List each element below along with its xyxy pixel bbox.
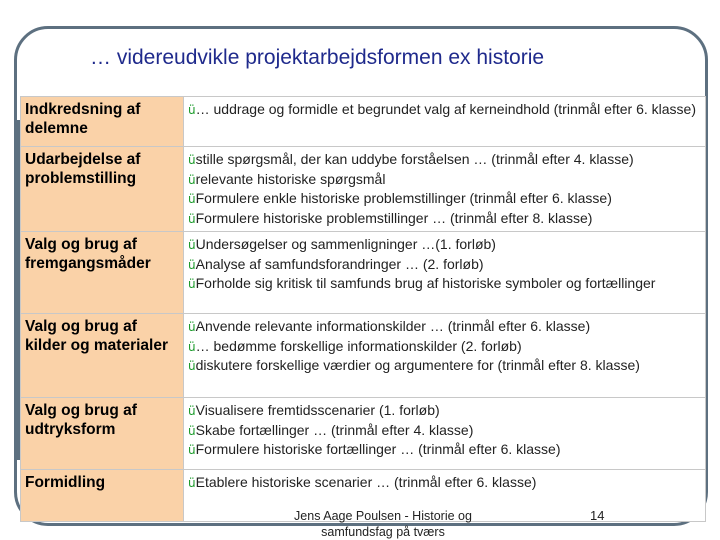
list-item <box>188 440 701 460</box>
row-label: Valg og brug af udtryksform <box>21 398 184 470</box>
list-item <box>188 209 701 229</box>
table-row <box>21 314 706 398</box>
list-item <box>188 150 701 170</box>
checkmark-icon: ü <box>188 238 196 252</box>
list-item-text: relevante historiske spørgsmål <box>195 170 386 187</box>
table-row <box>21 232 706 314</box>
checkmark-icon: ü <box>188 443 196 457</box>
list-item <box>188 401 701 421</box>
table-row <box>21 147 706 232</box>
row-content <box>184 398 706 470</box>
checkmark-icon: ü <box>188 192 196 206</box>
list-item-text: Skabe fortællinger … (trinmål efter 4. klasse) <box>195 421 474 438</box>
list-item-text: Undersøgelser og sammenligninger …(1. forløb) <box>195 236 496 252</box>
row-label: Valg og brug af fremgangsmåder <box>21 232 184 314</box>
row-label: Valg og brug af kilder og materialer <box>21 314 184 398</box>
checkmark-icon: ü <box>188 257 196 272</box>
list-item-text: diskutere forskellige værdier og argumentere for (trinmål efter 8. klasse) <box>195 357 640 373</box>
list-item-text: stille spørgsmål, der kan uddybe forståelsen … (trinmål efter 4. klasse) <box>195 151 634 167</box>
checkmark-icon: ü <box>188 153 196 167</box>
page-number: 14 <box>590 508 605 523</box>
footer-text: Jens Aage Poulsen - Historie og samfundsfag på tværs <box>294 509 472 539</box>
slide-title: … videreudvikle projektarbejdsformen ex historie <box>90 46 545 69</box>
content-table <box>20 96 706 522</box>
checkmark-icon: ü <box>188 404 196 418</box>
checkmark-icon: ü <box>188 172 196 187</box>
list-item-text: … bedømme forskellige informationskilder (2. forløb) <box>195 337 522 354</box>
table-row <box>21 398 706 470</box>
list-item <box>188 473 701 493</box>
row-content <box>184 314 706 398</box>
row-content <box>184 232 706 314</box>
list-item <box>188 337 701 357</box>
list-item <box>188 317 701 337</box>
row-content <box>184 97 706 147</box>
row-label: Formidling <box>21 470 184 522</box>
checkmark-icon: ü <box>188 277 196 291</box>
list-item-text: Formulere enkle historiske problemstillinger (trinmål efter 6. klasse) <box>195 190 612 206</box>
checkmark-icon: ü <box>188 103 196 117</box>
list-item-text: Formulere historiske problemstillinger … (trinmål efter 8. klasse) <box>195 209 593 226</box>
checkmark-icon: ü <box>188 320 196 334</box>
checkmark-icon: ü <box>188 423 196 438</box>
list-item-text: Forholde sig kritisk til samfunds brug af historiske symboler og fortællinger <box>195 275 656 291</box>
list-item-text: … uddrage og formidle et begrundet valg af kerneindhold (trinmål efter 6. klasse) <box>195 101 696 117</box>
list-item-text: Visualisere fremtidsscenarier (1. forløb) <box>195 402 440 418</box>
list-item-text: Etablere historiske scenarier … (trinmål efter 6. klasse) <box>195 474 537 490</box>
list-item <box>188 235 701 255</box>
row-label: Indkredsning af delemne <box>21 97 184 147</box>
row-label: Udarbejdelse af problemstilling <box>21 147 184 232</box>
checkmark-icon: ü <box>188 476 196 490</box>
checkmark-icon: ü <box>188 211 196 226</box>
list-item <box>188 356 701 376</box>
table-row <box>21 97 706 147</box>
list-item-text: Analyse af samfundsforandringer … (2. forløb) <box>195 255 484 272</box>
list-item <box>188 421 701 441</box>
list-item-text: Formulere historiske fortællinger … (trinmål efter 6. klasse) <box>195 441 561 457</box>
list-item <box>188 255 701 275</box>
list-item <box>188 274 701 294</box>
checkmark-icon: ü <box>188 339 196 354</box>
list-item <box>188 170 701 190</box>
list-item <box>188 189 701 209</box>
row-content <box>184 147 706 232</box>
checkmark-icon: ü <box>188 359 196 373</box>
list-item <box>188 100 701 120</box>
list-item-text: Anvende relevante informationskilder … (trinmål efter 6. klasse) <box>195 318 591 334</box>
